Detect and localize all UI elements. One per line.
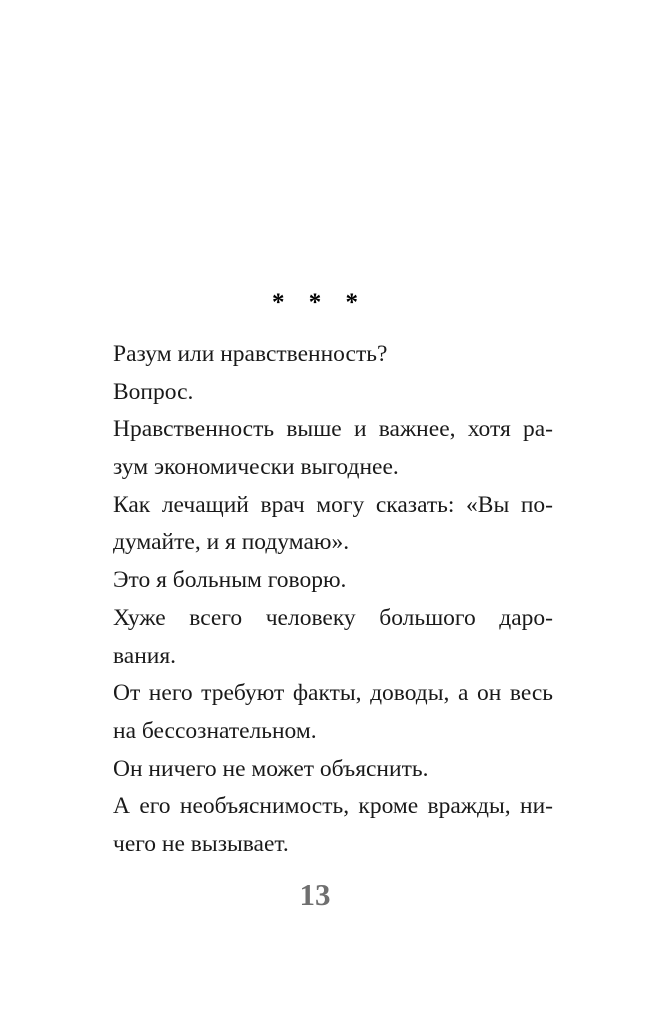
text-line: Нравственность выше и важнее, хотя ра- xyxy=(113,416,553,443)
text-line: чего не вызывает. xyxy=(113,830,289,857)
text-line: Это я больным говорю. xyxy=(113,567,347,594)
text-line: А его необъяснимость, кроме вражды, ни- xyxy=(113,793,553,820)
text-line: От него требуют факты, доводы, а он весь xyxy=(113,680,553,707)
text-line: Он ничего не может объяснить. xyxy=(113,755,429,782)
text-line: вания. xyxy=(113,642,177,669)
text-line: на бессознательном. xyxy=(113,717,317,744)
page-number: 13 xyxy=(299,877,331,912)
text-line: зум экономически выгоднее. xyxy=(113,454,399,481)
text-block xyxy=(113,336,553,864)
text-line: думайте, и я подумаю». xyxy=(113,529,350,556)
text-line: Вопрос. xyxy=(113,378,194,405)
text-line: Как лечащий врач могу сказать: «Вы по- xyxy=(113,491,553,518)
text-line: Разум или нравственность? xyxy=(113,341,388,367)
text-line: Хуже всего человеку большого даро- xyxy=(113,604,553,631)
section-separator: * * * xyxy=(272,289,358,316)
